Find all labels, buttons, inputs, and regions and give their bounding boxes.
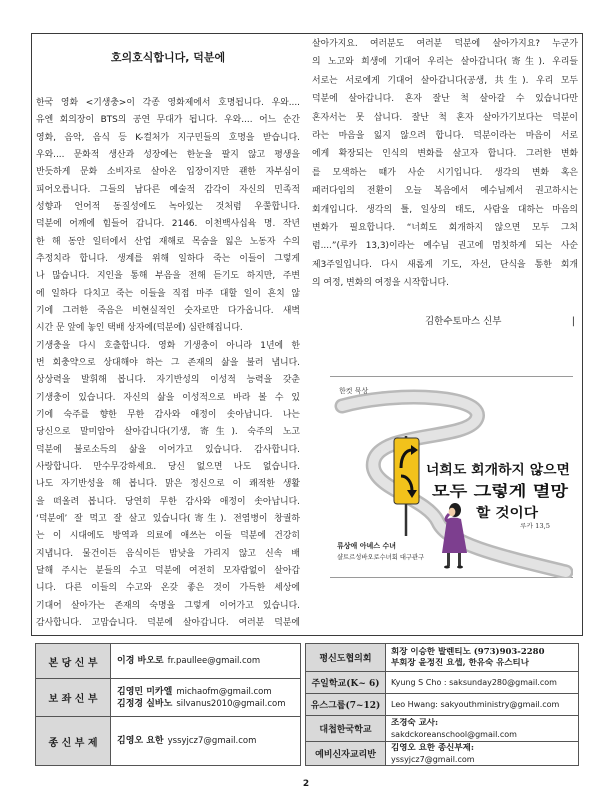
article-text-line: 니다. 다른 이들의 수고와 온갖 좋은 것이 가득한 세상에 xyxy=(36,583,300,594)
clergy-role-label: 종 신 부 제 xyxy=(36,717,111,766)
article-right-column xyxy=(312,35,578,292)
article-text-line: 시간 문 앞에 놓인 택배 상자에(덕분에) 심란해집니다. xyxy=(36,323,243,334)
artist-affiliation: 샬트르성바오로수녀회 대구관구 xyxy=(337,554,425,561)
clergy-email: silvanus2010@gmail.com xyxy=(176,698,286,709)
article-text-line: 패러다임의 전환이 오늘 복음에서 예수님께서 권고하시는 xyxy=(312,186,578,197)
author-separator: | xyxy=(571,316,575,327)
article-text-line: 럼....”(루카 13,3)이라는 예수님 권고에 멈칫하게 되는 사순 xyxy=(312,241,578,252)
article-text-line: 사랑합니다. 만수무강하세요. 당신 없으면 나도 없습니다. xyxy=(36,461,300,472)
article-text-line: 덕분에 불로소득의 삶을 이어가고 있습니다. 감사합니다. xyxy=(36,444,300,455)
table-row xyxy=(36,644,301,679)
clergy-email: yssyjcz7@gmail.com xyxy=(167,736,257,746)
article-text-line: 라는 마음을 잃지 않으려 합니다. 덕분이라는 마음이 서로 xyxy=(312,130,578,141)
ministry-contact-line: 김영오 요한 종신부제: xyxy=(391,742,474,753)
page-number: 2 xyxy=(302,779,310,789)
series-label: 한컷 묵상 xyxy=(339,387,369,395)
article-text-line: 덕분에 어깨에 힘들어 갑니다. 2146. 이천백사십육 명. 작년 xyxy=(36,219,300,230)
article-text-line: 상상력을 발휘해 봅니다. 자기반성의 이성적 능력을 갖춘 xyxy=(36,375,300,386)
clergy-name: 이경 바오로 xyxy=(117,656,164,666)
ministry-contact xyxy=(386,694,579,716)
ministry-contact-line: 부회장 윤정진 요셉, 한유숙 유스티나 xyxy=(391,657,529,668)
artist-name: 류상애 아녜스 수녀 xyxy=(337,542,396,550)
article-text-line: 달해 주시는 분들의 수고 덕분에 여전히 모자람없이 살아갑 xyxy=(36,565,300,576)
article-text-line: 피어오릅니다. 그들의 남다른 예술적 감각이 자신의 민족적 xyxy=(36,184,300,195)
ministry-label: 예비신자교리반 xyxy=(306,742,386,766)
article-text-line: 나도 자기반성을 해 봅니다. 맑은 정신으로 이 쾌적한 생활 xyxy=(36,479,300,490)
table-row xyxy=(306,742,579,766)
article-text-line: 을 떠올려 봅니다. 당연히 무한 감사와 애정이 솟아납니다. xyxy=(36,496,300,507)
clergy-role-label: 보 좌 신 부 xyxy=(36,679,111,717)
article-text-line: 변화가 필요합니다. “너희도 회개하지 않으면 모두 그처 xyxy=(312,222,578,233)
article-text-line: 에 일하다 다치고 죽는 이들을 직접 마주 대할 일이 흔치 않 xyxy=(36,288,300,299)
road-sign xyxy=(394,438,419,504)
ministry-table xyxy=(305,643,579,766)
clergy-table xyxy=(35,643,301,766)
ministry-contact-line: 조경숙 교사: xyxy=(391,717,439,728)
woman-shoe xyxy=(457,566,463,569)
article-text-line: 제3주일입니다. 다시 새롭게 기도, 자선, 단식을 통한 회개 xyxy=(312,259,578,270)
clergy-email: fr.paullee@gmail.com xyxy=(167,656,261,666)
clergy-contact xyxy=(111,717,301,766)
article-text-line: 감사합니다. 고맙습니다. 덕분에 살아갑니다. 여러분 덕분에 xyxy=(36,617,300,628)
table-row xyxy=(36,717,301,766)
ministry-contact-line: Leo Hwang: sakyouthministry@gmail.com xyxy=(391,700,560,709)
article-text-line: 우와.... 문화적 생산과 성장에는 한눈을 팔지 않고 평생을 xyxy=(36,149,300,160)
clergy-role-label: 본 당 신 부 xyxy=(36,644,111,679)
article-text-line: 영화, 음악, 음식 등 K-컬처가 지구민들의 호명을 받습니다. xyxy=(36,132,300,143)
table-row xyxy=(36,679,301,717)
article-text-line: 의 노고와 희생에 기대어 우리는 살아갑니다(寄生). 우리들 xyxy=(312,57,578,68)
table-row xyxy=(306,644,579,672)
article-text-line: 는 이 시대에도 방역과 의료에 애쓰는 이들 덕분에 건강히 xyxy=(36,531,300,542)
author-name: 김한수토마스 신부 xyxy=(425,316,502,327)
ministry-label: 주일학교(K~ 6) xyxy=(306,672,386,694)
verse-line: 모두 그렇게 멸망 xyxy=(432,482,569,500)
woman-leg xyxy=(447,553,450,566)
article-text-line: 의 여정, 변화의 여정을 시작합니다. xyxy=(312,278,449,289)
article-text-line: 기대어 살아가는 존재의 숙명을 그렇게 이어가고 있습니다. xyxy=(36,600,300,611)
woman-leg xyxy=(458,553,461,566)
article-text-line: 서로는 서로에게 기대어 살아갑니다(공생, 共生). 우리 모두 xyxy=(312,75,578,86)
ministry-contact xyxy=(386,716,579,742)
verse-line: 할 것이다 xyxy=(476,506,531,521)
ministry-label: 대첩한국학교 xyxy=(306,716,386,742)
article-text-line: 기생충을 다시 호출합니다. 영화 기생충이 아니라 1년에 한 xyxy=(36,340,300,351)
article-text-line: 기에 그러한 죽음은 비현실적인 숫자로만 다가옵니다. 새벽 xyxy=(36,305,300,316)
article-title: 호의호식합니다, 덕분에 xyxy=(110,51,226,64)
clergy-email: michaofm@gmail.com xyxy=(176,686,272,697)
verse-reference: 루카 13,5 xyxy=(520,523,547,530)
ministry-label: 유스그룹(7~12) xyxy=(306,694,386,716)
table-row xyxy=(306,716,579,742)
article-text-line: 혼자서는 못 삽니다. 잘난 척 혼자 살아가기보다는 덕분이 xyxy=(312,112,578,123)
article-text-line: 한국 영화 <기생충>이 각종 영화제에서 호명됩니다. 우와.... xyxy=(36,98,300,108)
verse-line: 너희도 회개하지 않으면 xyxy=(426,463,561,478)
article-text-line: 를 모색하는 때가 사순 시기입니다. 생각의 변화 혹은 xyxy=(312,167,578,178)
ministry-contact xyxy=(386,672,579,694)
clergy-contact xyxy=(111,644,301,679)
article-text-line: 살아가지요. 여러분도 여러분 덕분에 살아가지요? 누군가 xyxy=(312,39,578,49)
article-text-line: 덕분에 살아갑니다. 혼자 잘난 척 살아갈 수 있습니다만 xyxy=(312,94,578,105)
article-text-line: 번 회충약으로 상대해야 하는 그 존재의 삶을 불러 냅니다. xyxy=(36,357,300,368)
article-text-line: 당신으로 말미암아 살아갑니다(기생, 寄生). 숙주의 노고 xyxy=(36,427,300,438)
ministry-contact xyxy=(386,742,579,766)
clergy-name: 김영오 요한 xyxy=(117,736,164,746)
clergy-name: 김영민 미카엘 xyxy=(117,686,173,697)
table-row xyxy=(306,694,579,716)
calligraphy-illustration xyxy=(330,376,573,578)
article-text-line: 기생충이 있습니다. 자신의 삶을 이성적으로 바라 볼 수 있 xyxy=(36,392,300,403)
ministry-contact xyxy=(386,644,579,672)
article-author xyxy=(425,314,575,330)
article-text-line: ‘덕분에’ 잘 먹고 잘 살고 있습니다(寄生). 전염병이 창궐하 xyxy=(36,513,300,524)
article-text-line: 유엔 회의장이 BTS의 공연 무대가 됩니다. 우와.... 어느 순간 xyxy=(36,115,300,126)
ministry-contact-line: 회장 이승한 발렌티노 (973)903-2280 xyxy=(391,646,545,657)
article-text-line: 회개입니다. 생각의 틀, 일상의 태도, 사람을 대하는 마음의 xyxy=(312,204,578,215)
clergy-name: 김정경 실바노 xyxy=(117,698,173,709)
clergy-contact xyxy=(111,679,301,717)
article-left-column xyxy=(36,95,300,632)
article-text-line: 나 많습니다. 지인을 통해 부음을 전해 듣기도 하지만, 주변 xyxy=(36,271,300,282)
article-text-line: 추정치라 합니다. 생계를 위해 일하다 죽는 이들이 그렇게 xyxy=(36,253,300,264)
article-text-line: 에게 확장되는 인식의 변화를 살고자 합니다. 그러한 변화 xyxy=(312,149,578,160)
woman-shoe xyxy=(444,566,450,569)
article-text-line: 성향과 언어적 동질성에도 녹아있는 것처럼 우쭐합니다. xyxy=(36,201,300,212)
article-text-line: 한 해 동안 일터에서 산업 재해로 목숨을 잃은 노동자 수의 xyxy=(36,236,300,247)
ministry-label: 평신도협의회 xyxy=(306,644,386,672)
article-text-line: 반듯하게 문화 소비자로 살아온 입장이지만 괜한 자부심이 xyxy=(36,167,300,178)
table-row xyxy=(306,672,579,694)
article-text-line: 지냅니다. 물건이든 음식이든 밤낮을 가리지 않고 신속 배 xyxy=(36,548,300,559)
ministry-contact-line: yssyjcz7@gmail.com xyxy=(391,754,475,764)
clergy-entry xyxy=(117,686,300,698)
clergy-entry xyxy=(117,698,300,710)
ministry-contact-line: sakdckoreanschool@gmail.com xyxy=(391,729,517,739)
ministry-contact-line: Kyung S Cho : saksunday280@gmail.com xyxy=(391,678,557,687)
article-text-line: 기에 숙주를 향한 무한 감사와 애정이 솟아납니다. 나는 xyxy=(36,409,300,420)
